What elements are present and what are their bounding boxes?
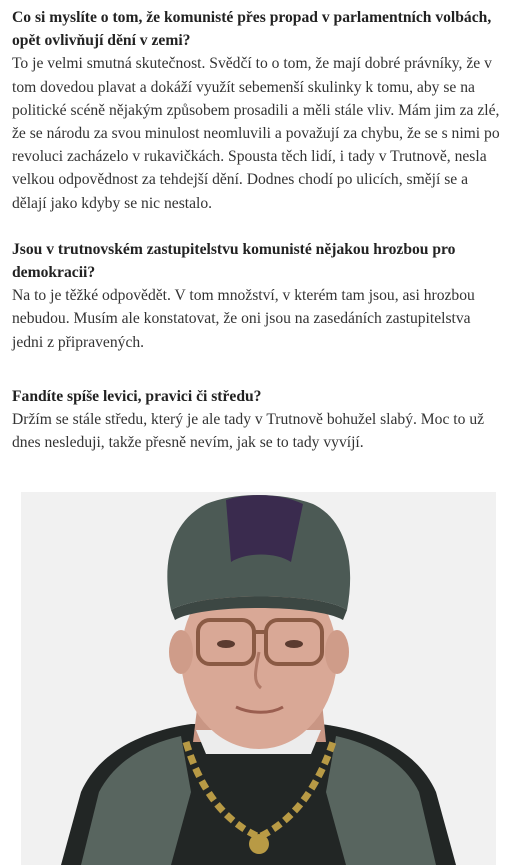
question-heading: Jsou v trutnovském zastupitelstvu komunisté nějakou hrozbou pro demokracii? xyxy=(12,240,456,282)
answer-paragraph: Držím se stále středu, který je ale tady v Trutnově bohužel slabý. Moc to už dnes nesleduji, takže přesně nevím, jak se to tady vyvíjí. xyxy=(12,411,485,452)
chain-medallion xyxy=(249,834,269,854)
answer-paragraph: Na to je těžké odpovědět. V tom množství, v kterém tam jsou, asi hrozbou nebudou. Musím ale konstatovat, že oni jsou na zasedáních zastupitelstva jedni z připravených. xyxy=(12,287,475,351)
question-heading: Co si myslíte o tom, že komunisté přes propad v parlamentních volbách, opět ovlivňují dění v zemi? xyxy=(12,9,492,50)
right-eye xyxy=(285,640,303,648)
article-body xyxy=(12,6,500,454)
question-heading: Fandíte spíše levici, pravici či středu? xyxy=(12,387,262,405)
cap-purple-panel xyxy=(226,495,303,562)
portrait-photo xyxy=(21,492,496,865)
qa-section-1 xyxy=(12,6,500,215)
qa-section-2 xyxy=(12,238,500,354)
left-ear xyxy=(169,630,193,674)
portrait-illustration xyxy=(21,492,496,865)
answer-paragraph: To je velmi smutná skutečnost. Svědčí to o tom, že mají dobré právníky, že v tom dovedou plavat a dokáží využít sebemenší skulinky k tomu, aby se na politické scéně nějakým způsobem prosadili a měli stále vliv. Mám jim za zlé, že se národu za svou minulost neomluvili a považují za chybu, že se s nimi po revoluci zacházelo v rukavičkách. Spousta těch lidí, i tady v Trutnově, nesla velkou odpovědnost za tehdejší dění. Dodnes chodí po ulicích, smějí se a dělají jako kdyby se nic nestalo. xyxy=(12,55,500,212)
right-ear xyxy=(325,630,349,674)
left-eye xyxy=(217,640,235,648)
qa-section-3 xyxy=(12,385,500,455)
